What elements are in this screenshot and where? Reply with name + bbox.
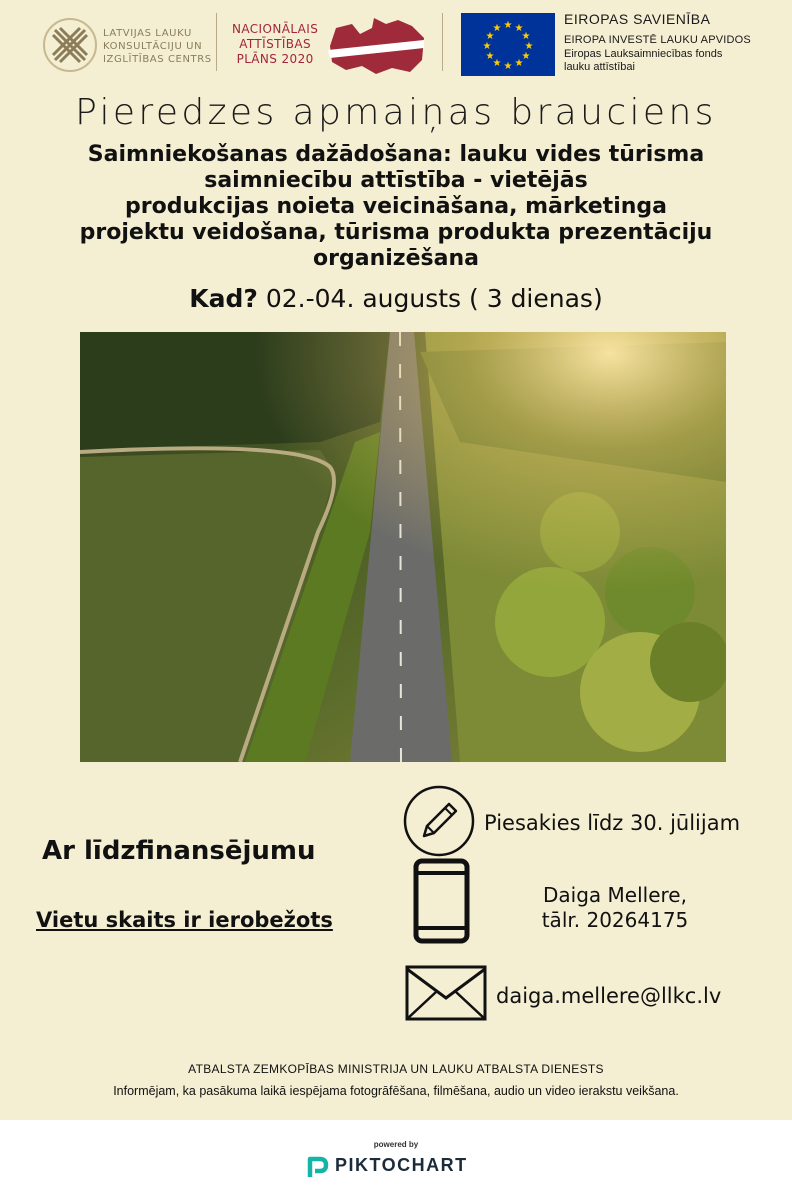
svg-text:★: ★ [503,61,513,72]
latvia-map-logo [326,16,426,76]
svg-text:★: ★ [514,23,524,34]
llkc-name [103,27,212,66]
nap-line-2: ATTĪSTĪBAS [239,37,312,51]
llkc-emblem-icon [42,14,102,76]
contact-person [510,883,720,933]
powered-by-text: powered by [373,1140,419,1149]
contact-email[interactable]: daiga.mellere@llkc.lv [496,984,722,1008]
subtitle-line-4: projektu veidošana, tūrisma produkta prezentāciju [79,220,713,245]
when-label: Kad? [189,284,258,313]
llkc-line-3: IZGLĪTĪBAS CENTRS [103,54,212,65]
registration-deadline: Piesakies līdz 30. jūlijam [484,811,741,835]
svg-text:★: ★ [485,31,495,42]
piktochart-logo-icon [307,1155,329,1179]
subtitle-line-1: Saimniekošanas dažādošana: lauku vides tūrisma [87,142,705,167]
notice-text: Informējam, ka pasākuma laikā iespējama fotogrāfēšana, filmēšana, audio un video ierakstu veikšana. [113,1084,679,1098]
nap-name [232,22,318,67]
nap-line-3: PLĀNS 2020 [236,52,314,66]
contact-phone: tālr. 20264175 [541,908,689,932]
svg-text:★: ★ [514,58,524,69]
limited-seats-text: Vietu skaits ir ierobežots [36,908,333,932]
svg-text:★: ★ [521,31,531,42]
eu-fund-line-1: Eiropas Lauksaimniecības fonds [564,48,723,60]
svg-text:★: ★ [503,20,513,31]
eu-fund-text [564,48,722,74]
envelope-icon [404,964,488,1022]
eu-title: EIROPAS SAVIENĪBA [564,11,711,27]
svg-text:★: ★ [485,51,495,62]
road-aerial-photo [80,332,726,762]
svg-text:★: ★ [524,41,534,52]
svg-text:★: ★ [492,23,502,34]
eu-stars-icon [461,13,555,76]
latvia-map-icon [326,16,426,76]
svg-text:★: ★ [482,41,492,52]
subtitle-line-2: saimniecību attīstība - vietējās [204,168,588,193]
eu-invests-text: EIROPA INVESTĒ LAUKU APVIDOS [564,34,751,46]
pencil-icon [402,784,476,858]
event-subtitle [40,142,752,272]
llkc-line-2: KONSULTĀCIJU UN [103,41,203,52]
llkc-line-1: LATVIJAS LAUKU [103,28,192,39]
cofunding-text: Ar līdzfinansējumu [42,836,316,866]
subtitle-line-5: organizēšana [313,246,479,271]
nap-line-1: NACIONĀLAIS [232,22,319,36]
eu-flag [461,13,555,76]
header-divider-2 [442,13,443,71]
support-text: ATBALSTA ZEMKOPĪBAS MINISTRIJA UN LAUKU ATBALSTA DIENESTS [188,1062,604,1076]
header-divider [216,13,217,71]
when-value: 02.-04. augusts ( 3 dienas) [257,284,603,313]
eu-fund-line-2: lauku attīstībai [564,61,635,73]
contact-name: Daiga Mellere, [543,883,687,907]
subtitle-line-3: produkcijas noieta veicināšana, mārketinga [125,194,667,219]
piktochart-brand[interactable]: PIKTOCHART [335,1155,468,1175]
svg-text:★: ★ [521,51,531,62]
road-landscape-image [80,332,726,762]
svg-text:★: ★ [492,58,502,69]
phone-icon [413,858,470,944]
event-title: Pieredzes apmaiņas brauciens [75,92,717,133]
event-date [0,284,792,313]
